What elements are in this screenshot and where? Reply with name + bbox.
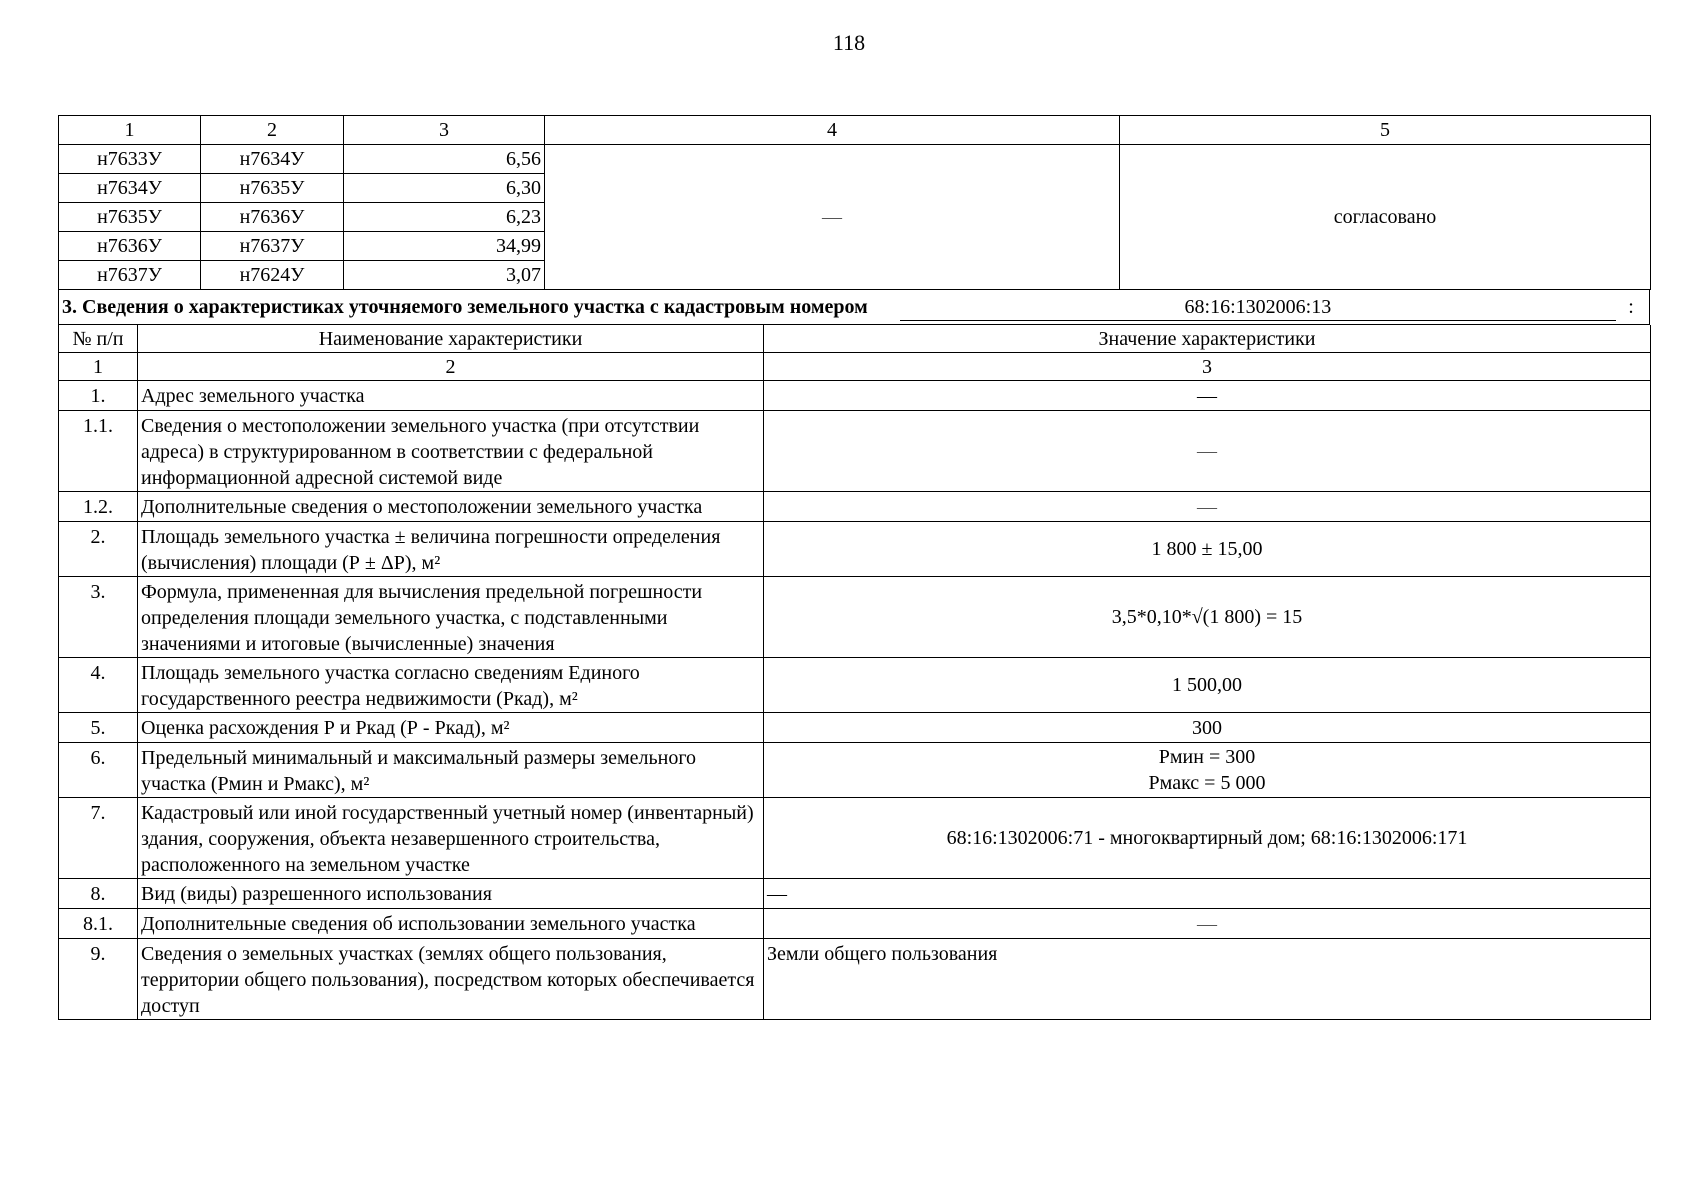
characteristic-name: Дополнительные сведения о местоположении земельного участка: [138, 492, 764, 522]
title-colon: :: [1628, 296, 1634, 318]
row-number: 1.1.: [59, 411, 138, 492]
column-header: 2: [201, 116, 344, 145]
characteristic-value: —: [764, 492, 1651, 522]
table-row: [59, 492, 1651, 522]
table-row: [59, 798, 1651, 879]
section-title-table: [58, 290, 1650, 325]
row-number: 3.: [59, 577, 138, 658]
characteristic-value: 1 800 ± 15,00: [764, 522, 1651, 577]
table-row: [59, 577, 1651, 658]
point-to: н7624У: [201, 261, 344, 290]
cadastral-number: 68:16:1302006:13: [900, 294, 1616, 321]
table-row: [59, 522, 1651, 577]
characteristic-value: 68:16:1302006:71 - многоквартирный дом; 68:16:1302006:171: [764, 798, 1651, 879]
approval-status: согласовано: [1120, 145, 1651, 290]
characteristic-value: —: [764, 411, 1651, 492]
characteristic-name: Адрес земельного участка: [138, 381, 764, 411]
characteristic-value: 3,5*0,10*√(1 800) = 15: [764, 577, 1651, 658]
point-to: н7635У: [201, 174, 344, 203]
characteristic-value: 1 500,00: [764, 658, 1651, 713]
characteristic-name: Сведения о местоположении земельного участка (при отсутствии адреса) в структурированном в соответствии с федеральной информационной адресной системой виде: [138, 411, 764, 492]
column-number: 1: [59, 353, 138, 381]
characteristic-name: Предельный минимальный и максимальный размеры земельного участка (Рмин и Рмакс), м²: [138, 743, 764, 798]
table-row: [59, 381, 1651, 411]
segment-length: 6,30: [344, 174, 545, 203]
table-row: [59, 743, 1651, 798]
row-number: 7.: [59, 798, 138, 879]
column-number: 2: [138, 353, 764, 381]
point-from: н7636У: [59, 232, 201, 261]
column-header: 1: [59, 116, 201, 145]
min-area-value: Рмин = 300: [1158, 746, 1256, 768]
segment-length: 3,07: [344, 261, 545, 290]
row-number: 4.: [59, 658, 138, 713]
table-row: [59, 145, 1651, 174]
segment-length: 6,56: [344, 145, 545, 174]
characteristic-name: Формула, примененная для вычисления предельной погрешности определения площади земельного участка, с подставленными значениями и итоговые (вычисленные) значения: [138, 577, 764, 658]
boundary-segments-table: [58, 115, 1651, 290]
column-number: 3: [764, 353, 1651, 381]
characteristics-table: [58, 325, 1651, 1020]
row-number: 2.: [59, 522, 138, 577]
column-header: 4: [545, 116, 1120, 145]
row-number: 8.1.: [59, 909, 138, 939]
row-number: 1.2.: [59, 492, 138, 522]
point-from: н7634У: [59, 174, 201, 203]
characteristic-value: Земли общего пользования: [764, 939, 1651, 1020]
characteristic-value: —: [764, 909, 1651, 939]
max-area-value: Рмакс = 5 000: [1148, 772, 1266, 794]
point-from: н7637У: [59, 261, 201, 290]
characteristic-name: Оценка расхождения Р и Ркад (Р - Ркад), м²: [138, 713, 764, 743]
table-header-row: [59, 325, 1651, 353]
characteristic-name: Дополнительные сведения об использовании земельного участка: [138, 909, 764, 939]
row-number: 5.: [59, 713, 138, 743]
column-header: 3: [344, 116, 545, 145]
table-row: [59, 658, 1651, 713]
table-header-row: [59, 116, 1651, 145]
characteristic-value: 300: [764, 713, 1651, 743]
characteristic-name: Сведения о земельных участках (землях общего пользования, территории общего пользования), посредством которых обеспечивается доступ: [138, 939, 764, 1020]
column4-value: —: [545, 145, 1120, 290]
column-header: 5: [1120, 116, 1651, 145]
characteristic-value: —: [764, 381, 1651, 411]
table-row: [59, 909, 1651, 939]
table-row: [59, 411, 1651, 492]
characteristic-name: Площадь земельного участка ± величина погрешности определения (вычисления) площади (Р ± ΔР), м²: [138, 522, 764, 577]
point-to: н7634У: [201, 145, 344, 174]
point-from: н7633У: [59, 145, 201, 174]
characteristic-value: [764, 743, 1651, 798]
segment-length: 6,23: [344, 203, 545, 232]
segment-length: 34,99: [344, 232, 545, 261]
table-row: [59, 879, 1651, 909]
row-number: 1.: [59, 381, 138, 411]
row-number: 6.: [59, 743, 138, 798]
column-header: Значение характеристики: [764, 325, 1651, 353]
point-to: н7636У: [201, 203, 344, 232]
row-number: 9.: [59, 939, 138, 1020]
document-body: [58, 115, 1650, 1020]
characteristic-name: Вид (виды) разрешенного использования: [138, 879, 764, 909]
page-number: 118: [832, 30, 866, 55]
column-header: Наименование характеристики: [138, 325, 764, 353]
characteristic-name: Площадь земельного участка согласно сведениям Единого государственного реестра недвижимости (Ркад), м²: [138, 658, 764, 713]
table-row: [59, 939, 1651, 1020]
characteristic-value: —: [764, 879, 1651, 909]
row-number: 8.: [59, 879, 138, 909]
column-number-row: [59, 353, 1651, 381]
section-title-cell: [59, 290, 1650, 325]
point-from: н7635У: [59, 203, 201, 232]
characteristic-name: Кадастровый или иной государственный учетный номер (инвентарный) здания, сооружения, объекта незавершенного строительства, расположенного на земельном участке: [138, 798, 764, 879]
table-row: [59, 713, 1651, 743]
column-header: № п/п: [59, 325, 138, 353]
section-title: 3. Сведения о характеристиках уточняемого земельного участка с кадастровым номером: [62, 296, 868, 318]
point-to: н7637У: [201, 232, 344, 261]
